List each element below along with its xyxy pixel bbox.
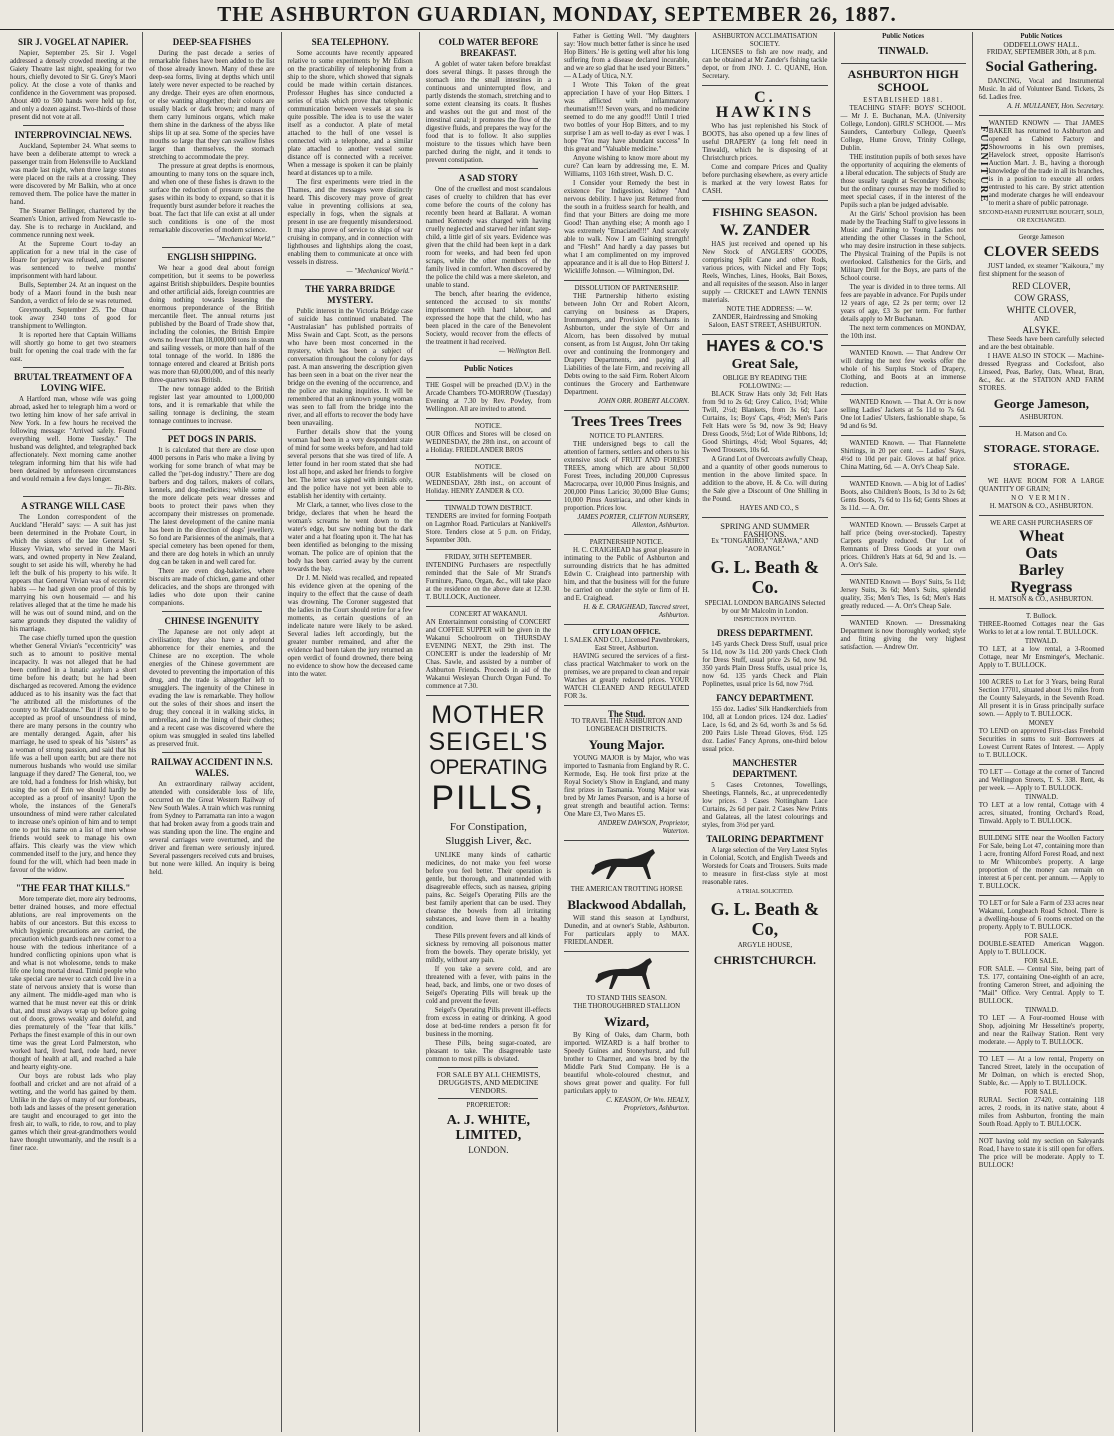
ad-subheadline: NOTICE TO PLANTERS. <box>589 433 664 440</box>
grain-item: Wheat <box>1018 528 1065 545</box>
notice-text: AN Entertainment consisting of CONCERT and COFFEE SUPPER will be given in the Wakanui Schoolroom on THURSDAY EVENING NEXT, the 29th inst. The CONCERT is under the leadership of Mr Chas. Sawle, and assisted by a number of Ashburton Friends. Proceeds in aid of the Wakanui Wesleyan Church Organ Fund. To commence at 7.30. <box>425 619 551 690</box>
section-heading: Public Notices <box>464 364 513 373</box>
ad-headline: George Jameson <box>1018 234 1065 241</box>
classified-ad: TO LET, at a low rental, a 3-Roomed Cottage, near Mr Ensminger's, Mechanic. Apply to T. BULLOCK. <box>978 646 1104 669</box>
classified-ad: WANTED Known. — Brussels Carpet at half price (being over-stocked). Tapestry Carpets greatly reduced. Our Lot of Remnants of Dress Goods at your own prices. Children's Hats at 6d, 9d and 1s. — A. Orr's Sale. <box>840 522 966 569</box>
article-text: Our boys are robust lads who play football and cricket and are not afraid of a wetting, and the world has gained by them. Unlike in the days of many of our forebears, both lads and lasses of the present generation are taught and encouraged to get into the fresh air, to walk, to ride, to row, and to play games which their great-grandmothers would have thought unwomanly, and the result is a finer race. <box>10 1073 137 1152</box>
column-1 <box>4 32 142 1432</box>
ad-signature: George Jameson, <box>993 396 1090 411</box>
ad-text: The year is divided in to three terms. All fees are payable in advance. For Pupils under 12 years of age, £2 2s per term; over 12 years of age, £3 3s per term. For further details apply to Mr Buchanan. <box>840 284 966 323</box>
seed-item: WHITE CLOVER, <box>1006 305 1077 315</box>
article-heading: ENGLISH SHIPPING. <box>167 252 257 262</box>
article-text: At the Supreme Court to-day an application for a new trial in the case of Hoare for perjury was refused, and prisoner was sentenced to twelve months' imprisonment with hard labour. <box>10 241 137 280</box>
ad-subheadline: FOR SALE. <box>1024 958 1059 965</box>
classified-ad: WANTED Known. — That A. Orr is now selling Ladies' Jackets at 5s 11d to 7s 6d. One lot Ladies' Ulsters, fashionable shape, 5s 9d and 6s 9d. <box>840 399 966 430</box>
ad-headline: Social Gathering. <box>985 59 1098 75</box>
ad-text: Who has just replenished his Stock of BOOTS, has also opened up a few lines of useful DRAPERY (a long felt need in Tinwald), which he is disposing of at Christchurch prices. <box>702 123 828 162</box>
ad-text: Seigel's Operating Pills prevent ill-effects from excess in eating or drinking. A good dose at bed-time renders a person fit for business in the morning. <box>425 1007 551 1038</box>
ad-subheadline: A TRIAL SOLICITED. <box>736 889 794 895</box>
article-text: More temperate diet, more airy bedrooms, better drained houses, and more effectual ablutions, are real improvements on the habits of our ancestors. But this excess to which hygienic precautions are carried, the precaution which guards each new comer to a house with the tedious inheritance of a hundred conflicting opinions upon what is and what is not wholesome, tends to make life one long mortal dread. Timid people who take special care never to catch cold live in a state of nervous anxiety that is worse than any ailment. The middle-aged man who is warned that he must never eat this or drink that, and must always wrap up before going out of doors, grows weakly and doleful, and dies prematurely of the "fear that kills." Perhaps the finest example of this in our own time was the great Lord Palmerston, who worked hard, lived hard, rode hard, never thought of health at all, and reached a hale and hearty eighty-one. <box>10 896 137 1071</box>
grain-item: Ryegrass <box>1010 579 1073 596</box>
divider <box>979 229 1104 230</box>
notice-heading: PARTNERSHIP NOTICE. <box>589 539 664 546</box>
classified-ad: TO LET — At a low rental, Property on Tancred Street, lately in the occupation of Mr Dolman, on which is erected Shop, Stable, &c. — Apply to T. BULLOCK. <box>978 1056 1104 1087</box>
ad-headline: STORAGE. <box>1013 461 1070 473</box>
ad-headline: G. L. Beath & Co. <box>710 557 820 597</box>
article-text: A goblet of water taken before breakfast does several things. It passes through the stomach into the small intestines in a continuous and uninterrupted flow, and partly distends the stomach, stretching and to some extent cleansing its coats. It flushes and washes out the gut and most of the intestinal canal; it promotes the flow of the digestive fluids, and prepares the way for the food that is to follow. It also supplies moisture to the tissues which have been parched during the night, and it tends to prevent constipation. <box>425 61 551 164</box>
ad-text: These Pills, being sugar-coated, are pleasant to take. The disagreeable taste common to most pills is obviated. <box>425 1040 551 1063</box>
section-heading: Public Notices <box>882 33 925 40</box>
divider <box>23 496 124 497</box>
ad-text: WE HAVE ROOM FOR A LARGE QUANTITY OF GRAIN; <box>978 478 1104 493</box>
newspaper-columns <box>4 32 1110 1432</box>
ad-text: I Wrote This Token of the great appreciation I have of your Hop Bitters. I was afflicted with inflammatory rheumatism!!! Seven years, and no medicine seemed to do me any good!!! Until I tried two bottles of your Hop Bitters, and to my surprise I am as well to-day as ever I was. I hope "You may have abundant success" In this great and "Valuable medicine." <box>564 82 690 153</box>
department-heading: DRESS DEPARTMENT. <box>716 628 813 638</box>
ad-subheadline: TINWALD. <box>1024 638 1058 645</box>
ad-signature: HAYES AND CO., S <box>739 505 799 512</box>
article-text: One of the cruellest and most scandalous cases of cruelty to children that has ever come before the courts of the colony has recently been heard at Ballarat. A woman named Kennedy was charged with having cruelly neglected and starved her infant step-child, a little girl of six years. Evidence was given that the child had been kept in a dark room for weeks, and had been fed upon scraps, while the other members of the family lived in comfort. When discovered by the police the child was a mere skeleton, and unable to stand. <box>425 186 551 289</box>
divider <box>426 695 551 696</box>
department-heading: MANCHESTER DEPARTMENT. <box>732 758 798 779</box>
ad-signature: C. KEASON, Or Wm. HEALY, Proprietors, Ashburton. <box>606 1097 690 1112</box>
article-text: Bulls, September 24. At an inquest on the body of a Maori found in the bush near Sandon, a verdict of felo de se was returned. <box>10 282 137 305</box>
notice-heading: FRIDAY, 30TH SEPTEMBER. <box>444 554 532 561</box>
divider <box>979 830 1104 831</box>
article-heading: THE YARRA BRIDGE MYSTERY. <box>305 284 396 305</box>
ad-text: If you take a severe cold, and are threatened with a fever, with pains in the head, back, and limbs, one or two doses of Seigel's Operating Pills will break up the cold and prevent the fever. <box>425 966 551 1005</box>
article-text: The case chiefly turned upon the question whether General Vivian's "eccentricity" was such as to amount to positive mental incapacity. It was not alleged that he had been confined in a lunatic asylum a short time before his death; but he had been discharged as recovered. Among the evidence adduced as to his insanity was the fact that "he attributed all the misfortunes of the country to Mr Gladstone." But if this is to be accepted as proof of unsoundness of mind, there are many persons in the country who are mentally deranged. Again, after his marriage, he used to speak of his "sisters" as a woman of strong passion, and said that his life was a hell upon earth; but are there not numerous husbands who would use similar language if they dared? The General, too, we are told, had a fondness for Irish whisky, but using the son of Erin we should hardly be accepted as a proof of insanity! Upon the whole, the instances of the General's unsoundness of mind were rather calculated to increase one's opinion of him and to tempt one to put his name on a list of men whose friends would seek to manage his own affairs. This clearly was the view which commended itself to the jury, and hence they found for the will, which had been made in favour of the widow. <box>10 635 137 874</box>
article-heading: A SAD STORY <box>458 173 518 183</box>
ad-headline: FISHING SEASON. <box>712 205 818 219</box>
ad-headline: Trees Trees Trees <box>571 414 682 430</box>
ad-subheadline: INSPECTION INVITED. <box>733 617 797 623</box>
notice-text: THE Gospel will be preached (D.V.) in the Arcade Chambers TO-MORROW (Tuesday) Evening at 7.30 by Rev. Powley, from Wellington. All are invited to attend. <box>425 382 551 413</box>
ad-subheadline: Ex "TONGARIRO," "ARAWA," AND "AORANGI." <box>711 538 819 553</box>
divider <box>426 360 551 361</box>
ad-headline: C. HAWKINS <box>715 89 815 121</box>
notice-signature: JOHN ORR. ROBERT ALCORN. <box>597 398 690 405</box>
newspaper-title: THE ASHBURTON GUARDIAN, MONDAY, SEPTEMBER 26, 1887. <box>217 2 897 26</box>
column-3 <box>281 32 419 1432</box>
ad-headline: CLOVER SEEDS <box>983 244 1100 260</box>
article-text: Public interest in the Victoria Bridge case of suicide has continued unabated. The "Australasian" has published portraits of Miss Swain and Capt. Scott, as the persons who have been most concerned in the mystery, which has been a subject of conversation throughout the colony for days past. A man answering the description given has been seen in a boat on the river near the bridge on the evening of the occurrence, and the police are making inquiries. It will be remembered that an unknown young woman was seen to fall from the bridge into the river, and all efforts to recover the body have been unavailing. <box>287 308 413 427</box>
notice-signature: H. & E. CRAIGHEAD, Tancred street, Ashburton. <box>583 604 690 619</box>
notice-heading: ASHBURTON ACCLIMATISATION SOCIETY. <box>712 33 818 48</box>
article-heading: A STRANGE WILL CASE <box>21 501 126 511</box>
ad-text: The next term commences on MONDAY, the 10th inst. <box>840 325 966 340</box>
divider <box>979 895 1104 896</box>
seed-item: AND <box>1033 316 1049 323</box>
ad-text: HAVING secured the services of a first-class practical Watchmaker to work on the premises, we are prepared to clean and repair Watches at greatly reduced prices. YOUR WATCH CLEANED AND REGULATED FOR 3s. <box>564 653 690 700</box>
ad-headline: Blackwood Abdallah, <box>567 897 686 912</box>
divider <box>979 1133 1104 1134</box>
divider <box>979 1051 1104 1052</box>
ad-subheadline: SECOND-HAND FURNITURE BOUGHT, SOLD, OR EXCHANGED. <box>979 210 1104 224</box>
divider <box>162 611 262 612</box>
notice-text: THE Partnership hitherto existing between John Orr and Robert Alcorn, carrying on business as Drapers, Ironmongers, and Provision Merchants in Ashburton, under the style of Orr and Alcorn, has been dissolved by mutual consent, as from 1st August, John Orr taking over and continuing the Ironmongery and Drapery Departments, and paying all Liabilities of the late Firm, and receiving all Debts owing to the said Firm. Robert Alcorn continues the Grocery and Earthenware Department. <box>564 293 690 396</box>
article-heading: RAILWAY ACCIDENT IN N.S. WALES. <box>151 757 273 778</box>
divider <box>702 200 827 201</box>
ad-text: By King of Oaks, dam Charm, both imported. WIZARD is a half brother to Speedy Guines and Stoneyhurst, and full brother to Charmer, and was bred by the Middle Park Stud Company. He is a beautiful whole-coloured chestnut, and shows great power and quality. For full particulars apply to <box>564 1032 690 1095</box>
ad-text: Father is Getting Well. "My daughters say: 'How much better father is since he used Hop Bitters.' He is getting well after his long suffering from a disease declared incurable, and we are so glad that he used your Bitters." — A Lady of Utica, N.Y. <box>564 33 690 80</box>
article-source: — Tit-Bits. <box>106 485 137 492</box>
ad-location: ASHBURTON. <box>1019 414 1064 421</box>
ad-headline: STORAGE. STORAGE. <box>983 443 1100 455</box>
classified-ad: RURAL Section 27420, containing 118 acres, 2 roods, in its native state, about 4 miles from Ashburton, fronting the main South Road. Apply to T. BULLOCK. <box>978 1097 1104 1128</box>
divider <box>979 674 1104 675</box>
ad-headline: H. Matson and Co. <box>1015 431 1068 438</box>
article-source: — "Mechanical World." <box>208 236 275 243</box>
ad-subheadline: TINWALD. <box>1024 1007 1058 1014</box>
ad-text: Will stand this season at Lyndhurst, Dunedin, and at owner's Stable, Ashburton. For particulars apply to MAX. FRIEDLANDER. <box>564 915 690 946</box>
article-text: Some accounts have recently appeared relative to some experiments by Mr Edison on the practicability of telephoning from a ship to the shore, which showed that signals could be made within certain distances. Professor Hughes has since conducted a series of trials which prove that telephonic communication between vessels at sea is quite possible. The idea is to use the water itself as a conductor. A plate of metal attached to the hull of one vessel is connected with a telephone, and a similar plate attached to another vessel some distance off is connected with a receiver. When a message is spoken it can be plainly heard at distances up to a mile. <box>287 50 413 177</box>
ad-text: I Consider your Remedy the best in existence For Indigestion, kidney "And nervous debility. I have just Returned from the south in a fruitless search for health, and find that your Bitters are doing me more Good! Than anything else; A month ago I was extremely "Emaciated!!!" And scarcely able to walk. Now I am Gaining strength! and "Flesh!" And hardly a day passes but what I am complimented on my improved appearance and it is all due to Hop Bitters! J. Wickliffe Johnson. — Wilmington, Del. <box>564 180 690 275</box>
ad-headline: SEIGEL'S <box>428 728 549 756</box>
ad-subheadline: SPECIAL LONDON BARGAINS Selected by our Mr Malcolm in London. <box>704 600 826 615</box>
notice-heading: CONCERT AT WAKANUI. <box>449 611 528 618</box>
grain-item: Oats <box>1025 545 1058 562</box>
column-6 <box>695 32 833 1432</box>
ad-subheadline: ODDFELLOWS' HALL. <box>1003 40 1080 49</box>
ad-headline: HAYES & CO.'S <box>706 338 824 355</box>
ad-text: THE undersigned begs to call the attention of farmers, settlers and others to his extensive stock of FRUIT AND FOREST TREES, among which are about 50,000 Forest Trees, including 200,000 Cupressus Macrocarpa, over 10,000 Pinus Insignis, and 200,000 Pinus Laricio; 30,000 Blue Gums; 10,000 Pinus Austriaca, and other kinds in proportion. Prices low. <box>564 441 690 512</box>
article-text: Greymouth, September 25. The Ohau took away 2340 tons of good for transhipment to Wellington. <box>10 307 137 330</box>
divider <box>564 951 689 952</box>
classified-ad: WANTED Known. — That Andrew Orr will during the next few weeks offer the whole of his Surplus Stock of Drapery, Clothing, and Boots at an immense reduction. <box>840 350 966 389</box>
notice-heading: NOTICE. <box>474 464 502 471</box>
ad-text: A Grand Lot of Overcoats awfully Cheap, and a quantity of other goods numerous to mention in the above limited space. In addition to the above, H. & Co. will during the Sale give a Discount of One Shilling in the Pound. <box>702 456 828 503</box>
divider <box>564 840 689 841</box>
section-heading: Public Notices <box>1020 33 1063 40</box>
divider <box>564 410 689 411</box>
divider <box>979 115 1104 116</box>
classified-ad: BUILDING SITE near the Woollen Factory For Sale, being Lot 47, containing more than 1 acre, fronting Alford Forest Road, and next to Mr Whitcombe's property. A large proportion of the money can remain on interest at 6 per cent. per annum. — Apply to T. BULLOCK. <box>978 835 1104 890</box>
article-heading: DEEP-SEA FISHES <box>172 37 252 47</box>
ad-signature: H. MATSON & CO., ASHBURTON. <box>989 596 1093 603</box>
ad-signature: NOTE THE ADDRESS: — W. ZANDER, Hairdressing and Smoking Saloon, EAST STREET, ASHBURTON. <box>708 306 822 329</box>
classified-ad: TO LEND on approved First-class Freehold Securities in sums to suit Borrowers at Lowest Current Rates of Interest. — Apply to T. BULLOCK. <box>978 728 1104 759</box>
ad-subheadline: ARGYLE HOUSE, <box>737 942 793 949</box>
article-text: Mr Clark, a tanner, who lives close to the bridge, declares that when he heard the woman's screams he went down to the water's edge, but saw nothing but the dark water and a hat floating upon it. The hat has been identified as belonging to the missing woman. The police are of opinion that the body has been carried away by the current towards the bay. <box>287 502 413 573</box>
article-heading: SIR J. VOGEL AT NAPIER. <box>17 37 129 47</box>
divider <box>162 752 262 753</box>
divider <box>841 574 966 575</box>
ad-subheadline: TO STAND THIS SEASON. <box>586 995 667 1002</box>
article-text: A Hartford man, whose wife was going abroad, asked her to telegraph him a word or two letting him know of her safe arrival in New York. In a few hours he received the following message: "Arrived safely. Found everything well. Home Tuesday." The husband was delighted, and telegraphed back affectionately. Next morning came another telegram informing him that his wife had been detained by unforeseen circumstances and would remain a few days longer. <box>10 396 137 483</box>
article-text: The bench, after hearing the evidence, sentenced the accused to six months' imprisonment with hard labour, and expressed the hope that the child, who has been placed in the care of the Benevolent Society, would recover from the effects of the treatment it had received. <box>425 291 551 346</box>
notice-text: H. C. CRAIGHEAD has great pleasure in intimating to the Public of Ashburton and surrounding districts that he has admitted Edwin C. Craighead into partnership with him, and that the business will for the future be carried on under the style or firm of H. and E. Craighead. <box>564 547 690 602</box>
divider <box>564 534 689 535</box>
ad-subheadline: WE ARE CASH PURCHASERS OF <box>990 520 1093 527</box>
ad-text: FOR SALE BY ALL CHEMISTS, DRUGGISTS, AND MEDICINE VENDORS. <box>436 1070 541 1095</box>
notice-heading: DISSOLUTION OF PARTNERSHIP. <box>574 285 679 292</box>
article-text: It is calculated that there are close upon 4000 persons in Paris who make a living by working for some branch of what may be called the "pet-dog industry." There are dog barbers and dog tailors, makers of collars, kennels, and dog-medicines; while some of the more delicate pets wear dresses and boots to protect their paws when they accompany their mistresses on promenade. The latest development of the canine mania has been in the direction of dogs' jewellery. So fond are Parisiennes of the animals, that a special cemetery has been opened for them, and there are dog hotels in which an unruly dog can be taken in and well cared for. <box>149 447 275 566</box>
classified-ad: 100 ACRES to Let for 3 Years, being Rural Section 17701, situated about 1½ miles from the County Saleyards, in the Seventh Road. All present it is in Grass principally surface sown. — Apply to T. BULLOCK. <box>978 679 1104 718</box>
section-heading: The Stud. <box>607 709 646 719</box>
department-heading: FANCY DEPARTMENT. <box>716 693 814 703</box>
article-heading: "THE FEAR THAT KILLS." <box>15 883 131 893</box>
ad-text: These Pills prevent fevers and all kinds of sickness by removing all poisonous matter from the bowels. They operate briskly, yet mildly, without any pain. <box>425 933 551 964</box>
ad-headline: W. ZANDER <box>719 222 810 239</box>
divider <box>979 426 1104 427</box>
divider <box>564 280 689 281</box>
ad-proprietor: A. J. WHITE, LIMITED, <box>446 1113 531 1143</box>
ad-signature: H. MATSON & CO., ASHBURTON. <box>989 503 1093 510</box>
article-text: There are even dog-bakeries, where biscuits are made of chicken, game and other delicacies, and the shops are thronged with ladies who dote upon their canine companions. <box>149 568 275 607</box>
divider <box>438 1098 538 1099</box>
divider <box>841 394 966 395</box>
classified-ad: TO LET or for Sale a Farm of 233 acres near Wakanui, Longbeach Road School. There is a dwelling-house of 6 rooms erected on the property. Apply to T. BULLOCK. <box>978 900 1104 931</box>
ad-text: UNLIKE many kinds of cathartic medicines, do not make you feel worse before you feel better. Their operation is gentle, but thorough, and unattended with disagreeable effects, such as nausea, griping pains, &c. Seigel's Operating Pills are the best family aperient that can be used. They cleanse the bowels from all irritating substances, and leave them in a healthy condition. <box>425 852 551 931</box>
divider <box>979 515 1104 516</box>
ad-headline: PILLS, <box>431 779 546 817</box>
classified-ad: TO LET at a low rental, Cottage with 4 acres, situated, fronting Orchard's Road, Tinwald. Apply to T. BULLOCK. <box>978 802 1104 825</box>
ad-subheadline: OBLIGE BY READING THE FOLLOWING: — <box>722 375 807 390</box>
divider <box>426 418 551 419</box>
article-heading: CHINESE INGENUITY <box>164 616 260 626</box>
divider <box>426 377 551 378</box>
classified-ad: DOUBLE-SEATED American Waggon. Apply to T. BULLOCK. <box>978 941 1104 956</box>
furniture-ad <box>979 120 1104 209</box>
article-text: Further details show that the young woman had been in a very despondent state of mind for some weeks before, and had told several persons that she was tired of life. A letter found in her room stated that she had lost all hope, and asked her friends to forgive her. The letter was signed with initials only, and the police have not yet been able to establish her identity with certainty. <box>287 429 413 500</box>
ad-subheadline: For Constipation, <box>449 821 527 833</box>
article-source: — "Mechanical World." <box>346 268 413 275</box>
divider <box>702 334 827 335</box>
notice-heading: NOTICE. <box>474 423 502 430</box>
divider <box>564 705 689 706</box>
divider <box>23 367 124 368</box>
ad-text: JUST landed, ex steamer "Kaikoura," my first shipment for the season of <box>978 263 1104 278</box>
classified-ad: WANTED Known. — Dressmaking Department is now thoroughly worked; style and fitting giving the very highest satisfaction. — Andrew Orr. <box>840 620 966 651</box>
article-text: The Steamer Bellinger, chartered by the Seamen's Union, arrived from Newcastle to-day. She is to recharge in Auckland, and commence running next week. <box>10 208 137 239</box>
notice-text: TENDERS are invited for forming Footpath on Lagmhor Road. Particulars at Nankivell's Store. Tenders close at 5 p.m. on Friday, September 30th. <box>425 513 551 544</box>
divider <box>841 615 966 616</box>
notice-text: LICENSES to fish are now ready, and can be obtained at Mr Zander's fishing tackle depot, or from JNO. J. C. QUANE, Hon. Secretary. <box>702 49 828 80</box>
ad-subheadline: ESTABLISHED 1881. <box>863 97 944 104</box>
divider <box>426 459 551 460</box>
article-heading: BRUTAL TREATMENT OF A LOVING WIFE. <box>13 372 133 393</box>
grain-item: Barley <box>1018 562 1065 579</box>
ad-signature: JAMES PORTER, CLIFTON NURSERY, Allenton, Ashburton. <box>577 514 690 529</box>
ad-text: I HAVE ALSO IN STOCK — Machine-dressed Ryegrass and Cocksfoot, also Linseed, Peas, Barley, Oats, Wheat, Bran, &c., &c. at the STATION AND FARM STORES. <box>978 353 1104 392</box>
ad-text: PROPRIETOR: <box>466 1102 511 1109</box>
ad-subheadline: FRIDAY, SEPTEMBER 30th, at 8 p.m. <box>986 49 1096 56</box>
ad-text: Come and compare Prices and Quality before purchasing elsewhere, as every article is marked at the very lowest Rates for CASH. <box>702 164 828 195</box>
ad-text: HAS just received and opened up his New Stock of ANGLERS' GOODS, comprising Split Cane and other Rods, various prices, with Nickel and Fly Tops; Reels, Winches, Lines, Hooks, Bait Boxes, and all requisites of the season. Also in larger supply — CRICKET and LAWN TENNIS materials. <box>702 241 828 304</box>
article-text: An extraordinary railway accident, attended with considerable loss of life, occurred on the Great Western Railway of New South Wales. A train which was running from Sydney to Parramatta ran into a wagon that had broken away from a goods train and was standing upon the line. The engine and several carriages were overturned, and the driver and fireman were seriously injured. Several passengers received cuts and bruises, but none were killed. An inquiry is being held. <box>149 781 275 876</box>
article-text: Auckland, September 24. What seems to have been a deliberate attempt to wreck a passenger train from Helensville to Auckland was made last night, when three large stones were placed on the rails at a crossing. They were discovered by Mr Balkin, who at once removed them. The police have the matter in hand. <box>10 143 137 206</box>
classified-ad: THREE-Roomed Cottages near the Gas Works to let at a low rental. T. BULLOCK. <box>978 621 1104 636</box>
column-5 <box>557 32 695 1432</box>
article-source: — Wellington Bell. <box>499 348 551 355</box>
ad-text: These Seeds have been carefully selected and are the best obtainable. <box>978 336 1104 351</box>
ad-text: 5 Cases Cretonnes, Towellings, Sheetings, Flannels, &c., at unprecedentedly low prices. 3 Cases Nottingham Lace Curtains, 2s 6d per pair. 2 Cases New Prints and Galateas, all the latest colourings and styles, from 3½d per yard. <box>702 782 828 829</box>
divider <box>426 549 551 550</box>
classified-ad: TO LET — A Four-roomed House with Shop, adjoining Mr Hesseltine's property, and near the Railway Station. Rent very moderate. — Apply to T. BULLOCK. <box>978 1015 1104 1046</box>
article-heading: INTERPROVINCIAL NEWS. <box>14 130 132 140</box>
ad-subheadline: TINWALD. <box>1024 794 1058 801</box>
ad-text: Anyone wishing to know more about my cure? Can learn by addressing me, E. M. Williams, 1103 16th street, Wash. D. C. <box>564 155 690 178</box>
ad-text: At the Girls' School provision has been made by the Teaching Staff to give lessons in Music and Painting to Young Ladies not attending the other Classes in the School, who may desire instruction in these subjects. The Physical Training of the Pupils is not overlooked. Calisthenics for the Girls, and Military Drill for the Boys, are parts of the School course. <box>840 211 966 282</box>
ad-headline: Wizard, <box>604 1014 650 1029</box>
ad-headline: Young Major. <box>588 737 665 752</box>
article-text: The first experiments were tried in the Thames, and the messages were distinctly heard. This discovery may prove of great value in preventing collisions at sea, especially in fogs, when the signals at present in use are frequently misunderstood. It may also prove of service to ships of war cruising in company, and in connection with lighthouses and lightships along the coast, enabling them to communicate at once with vessels in distress. <box>287 179 413 266</box>
article-heading: SEA TELEPHONY. <box>311 37 389 47</box>
ad-text: NO VERMIN. <box>1011 495 1072 502</box>
column-7 <box>834 32 972 1432</box>
divider <box>438 168 538 169</box>
notice-text: INTENDING Purchasers are respectfully reminded that the Sale of Mr Strand's Furniture, Piano, Organ, &c., will take place at the residence on the above date at 12.30. T. BULLOCK, Auctioneer. <box>425 562 551 601</box>
divider <box>162 429 262 430</box>
divider <box>841 517 966 518</box>
column-8 <box>972 32 1110 1432</box>
divider <box>426 606 551 607</box>
ad-headline: G. L. Beath & Co, <box>710 899 820 939</box>
classified-ad: FOR SALE. — Central Site, being part of T.S. 177, containing One-eighth of an acre, fronting Cameron Street, and adjoining the "Mail" Office. Very Central. Apply to T. BULLOCK. <box>978 966 1104 1005</box>
ad-headline: T. Bullock. <box>1026 613 1057 620</box>
classified-ad: WANTED Known. — A big lot of Ladies' Boots, also Children's Boots, 1s 3d to 2s 6d; Gents Boots, 7s 6d to 11s 6d; Gents Shoes at 3s 11d. — A. Orr. <box>840 481 966 512</box>
ad-subheadline: FOR SALE. <box>1024 1089 1059 1096</box>
ad-headline: SPRING AND SUMMER FASHIONS. <box>720 521 810 539</box>
column-2 <box>142 32 280 1432</box>
divider <box>979 764 1104 765</box>
article-text: The pressure at great depths is enormous, amounting to many tons on the square inch, and when one of these fishes is drawn to the surface the reduction of pressure causes the gases within its body to expand, so that it is frequently burst asunder before it reaches the boat. The fact that life can exist at all under such conditions is one of the most remarkable discoveries of modern science. <box>149 163 275 234</box>
seed-item: RED CLOVER, <box>1012 281 1071 291</box>
ad-side-label: FURNITURE <box>977 125 989 204</box>
classified-ad: NOT having sold my section on Saleyards Road, I have to state it is still open for offers. The price will be moderate. Apply to T. BULLOCK! <box>978 1138 1104 1169</box>
ad-headline: MOTHER <box>431 701 546 729</box>
seed-item: ALSYKE. <box>1022 325 1061 335</box>
article-text: The Japanese are not only adept at civilisation; they also have a profound abhorrence for their enemies, and the Chinese are no exception. The whole energies of the Chinese government are devoted to preventing the importation of this drug, and the trade is altogether left to smugglers. The ingenuity of the Chinese in evading the law is remarkable. They hollow out the soles of their shoes and insert the drug; they conceal it in walking sticks, in umbrellas, and in the lining of their clothes; and a recent case was discovered where the opium was smuggled in sealed tins labelled as preserved fruit. <box>149 629 275 748</box>
stallion-icon <box>592 956 662 992</box>
divider <box>841 63 966 64</box>
ad-subheadline: FOR SALE. <box>1024 933 1059 940</box>
trotting-horse-icon <box>587 845 667 883</box>
ad-headline: Great Sale, <box>731 357 799 372</box>
ad-text: DANCING, Vocal and Instrumental Music. In aid of Volunteer Band. Tickets, 2s 6d. Ladies free. <box>978 78 1104 101</box>
divider <box>702 517 827 518</box>
ad-text: YOUNG MAJOR is by Major, who was imported to Tasmania from England by R. C. Kermode, Esq. He took first prize at the Royal Society's Show in England, and many first prizes in Tasmania. Young Major was bred by Mr James Pearson, and is a horse of great strength and beautiful action. Terms: One Mare £3, Two Mares £5. <box>564 755 690 818</box>
article-text: The new tonnage added to the British register last year amounted to 1,000,000 tons, and it is remarkable that while the sailing tonnage is declining, the steam tonnage continues to increase. <box>149 386 275 425</box>
divider <box>841 435 966 436</box>
article-heading: PET DOGS IN PARIS. <box>167 434 256 444</box>
divider <box>23 878 124 879</box>
article-text: The London correspondent of the Auckland "Herald" says: — A suit has just been determined in the Probate Court, in which the sisters of the late General St. Hussey Vivian, who served in the Maori wars, and owned property in New Zealand, sought to set aside his will, whereby he had left the bulk of his property to his wife. It appears that General Vivian was of eccentric habits — he had given one proof of this by marrying his own housemaid — and his relatives alleged that at the time he made his will he was out of sound mind, and on the same grounds they disputed the validity of his marriage. <box>10 514 137 633</box>
divider <box>564 624 689 625</box>
divider <box>841 345 966 346</box>
ad-text: BLACK Straw Hats only 3d; Felt Hats from 9d to 2s 6d; Grey Calico, 1½d; White Twill, 2½d; Blankets, from 3s 6d; Lace Curtains, 1s; Boys' Caps, 4½d; Men's Paris Felt Hats were 5s 9d, now 3s 9d; Heavy Dress Goods, 5½d; Lot of Wide Ribbons, 1d; Good Shirtings, 4½d; Wool Squares, 4d; Tweed Trousers, 10s 6d. <box>702 391 828 454</box>
divider <box>426 500 551 501</box>
ad-text: TEACHING STAFF: BOYS' SCHOOL — Mr J. E. Buchanan, M.A. (University College, London). GIRLS' SCHOOL — Mrs Saunders, Canterbury College, Queen's College, Hume Grove, Trinity College, Dublin. <box>840 105 966 152</box>
ad-text: 145 yards Check Dress Stuff, usual price 5s 11d, now 3s 11d. 200 yards Check Cloth for Dress Stuff, usual price 2s 6d, now 9d. 350 yards Plain Dress Stuffs, usual price 1s, now 6d. 135 yards Check and Plain Poplinettes, usual price 1s 6d, now 7½d. <box>702 641 828 688</box>
article-text: During the past decade a series of remarkable fishes have been added to the list of those already known. Many of these are deep-sea forms, living at depths which until lately were never expected to be reached by any dredge. Their eyes are often enormous, or else wanting altogether; their colours are usually black or dark brown; and many of them carry luminous organs, which make them shine in the darkness of the abyss like ships lit up at sea. Some of the species have mouths so large that they can swallow fishes larger than themselves, the stomach stretching to accommodate the prey. <box>149 50 275 161</box>
ad-subheadline: TO TRAVEL THE ASHBURTON AND LONGBEACH DISTRICTS. <box>571 718 683 733</box>
divider <box>162 247 262 248</box>
ad-location: CHRISTCHURCH. <box>713 953 817 967</box>
divider <box>23 125 124 126</box>
department-heading: TAILORING DEPARTMENT <box>706 834 824 844</box>
article-text: It is reported here that Captain Williams will shortly go home to get two steamers built for opening the coal trade with the far east. <box>10 332 137 363</box>
notice-text: OUR Offices and Stores will be closed on WEDNESDAY, the 28th inst., on account of a Holiday. FRIEDLANDER BROS <box>425 431 551 454</box>
article-text: Napier, September 25. Sir J. Vogel addressed a densely crowded meeting at the Gaiety Theatre last night, speaking for two hours, chiefly devoted to Sir G. Grey's Maori policy. At the close a vote of thanks and confidence in the Government was proposed. About 400 to 500 hands were held up for, and only a dozen against. Two-thirds of those present did not vote at all. <box>10 50 137 121</box>
ad-text: THE institution pupils of both sexes have the opportunity of acquiring the elements of a liberal education. The subjects of Study are those usually taught at Secondary Schools; but the ordinary courses may be modified to meet special cases, if in the interest of the Pupils such a plan be judged advisable. <box>840 154 966 209</box>
notice-text: OUR Establishments will be closed on WEDNESDAY, 28th inst., on account of Holiday. HENRY ZANDER & CO. <box>425 472 551 495</box>
divider <box>300 279 400 280</box>
classified-ad: WANTED Known. — That Flannelette Shirtings, in 20 per cent. — Ladies' Stays, 4½d to 10d per pair. Gloves at half price. China Matting, 6d. — A. Orr's Cheap Sale. <box>840 440 966 471</box>
ad-text: A large selection of the Very Latest Styles in Colonial, Scotch, and English Tweeds and Worsteds for Coats and Trousers. Suits made to measure in first-class style at most reasonable rates. <box>702 847 828 886</box>
classified-ad: TO LET — Cottage at the corner of Tancred and Wellington Streets, T. S. 338. Rent, 4s per week. — Apply to T. BULLOCK. <box>978 769 1104 792</box>
masthead <box>0 0 1114 30</box>
divider <box>702 85 827 86</box>
ad-subheadline: Sluggish Liver, &c. <box>445 835 532 847</box>
divider <box>841 476 966 477</box>
ad-subheadline: THE AMERICAN TROTTING HORSE <box>570 886 683 893</box>
article-heading: COLD WATER BEFORE BREAKFAST. <box>438 37 539 58</box>
ad-headline: ASHBURTON HIGH SCHOOL <box>847 67 959 94</box>
ad-signature: A. H. MULLANEY, Hon. Secretary. <box>1007 103 1104 110</box>
ad-subheadline: I. SALEK AND CO., Licensed Pawnbrokers, East Street, Ashburton. <box>564 637 690 652</box>
ad-text: 155 doz. Ladies' Silk Handkerchiefs from 10d, all at London prices. 124 doz. Ladies' Lace, 1s 6d, and 2s 6d, worth 3s and 5s 6d. 200 Pairs Lisle Thread Gloves, 6½d. 125 doz. Ladies' Fancy Aprons, one-third below usual price. <box>702 706 828 753</box>
notice-heading: TINWALD TOWN DISTRICT. <box>444 505 533 512</box>
section-heading: TINWALD. <box>877 46 929 57</box>
ad-headline: OPERATING <box>429 756 548 779</box>
classified-ad: WANTED Known — Boys' Suits, 5s 11d; Jersey Suits, 3s 6d; Men's Suits, splendid quality, 35s; Men's Ties, 1s 6d; Men's Hats greatly reduced. — A. Orr's Cheap Sale. <box>840 579 966 610</box>
ad-location: LONDON. <box>468 1145 509 1155</box>
ad-signature: ANDREW DAWSON, Proprietor, Waterton. <box>598 820 690 835</box>
article-text: Dr J. M. Nield was recalled, and repeated his evidence given at the opening of the inquiry to the effect that the cause of death was drowning. The Coroner suggested that the ladies in the Court should retire for a few moments, as certain questions of an indelicate nature were likely to be asked. Several ladies left accordingly, but the greater number remained, and after the evidence had been taken the jury returned an open verdict of found drowned, there being no evidence to show how the deceased came into the water. <box>287 575 413 678</box>
article-text: We hear a good deal about foreign competition, but it seems to be powerless against British shipbuilders. Despite bounties and other artificial aids, foreign countries are doing nothing towards lessening the enormous preponderance of the British mercantile fleet. The annual returns just published by the Board of Trade show that, including the colonies, the British Empire owns no fewer than 18,000,000 tons in steam and sailing vessels, or more than half of the total tonnage of the world. In 1886 the tonnage entered and cleared at British ports was more than 60,000,000, and of this nearly three-quarters was British. <box>149 265 275 384</box>
seed-item: COW GRASS, <box>1014 293 1069 303</box>
ad-headline: CITY LOAN OFFICE. <box>592 629 661 636</box>
divider <box>438 1067 538 1068</box>
column-4 <box>419 32 557 1432</box>
ad-subheadline: THE THOROUGHBRED STALLION <box>573 1003 681 1010</box>
ad-text: WANTED KNOWN — That JAMES BAKER has returned to Ashburton and opened a Cabinet Factory and Showrooms in his own premises, Havelock street, opposite Harrison's Auction Mart. J. B., having a thorough knowledge of the trade in all its branches, is in a position to execute all orders entrusted to his care. By strict attention and moderate charges he will endeavour to merit a share of public patronage. <box>988 120 1104 207</box>
divider <box>979 608 1104 609</box>
ad-subheadline: MONEY <box>1028 720 1054 727</box>
